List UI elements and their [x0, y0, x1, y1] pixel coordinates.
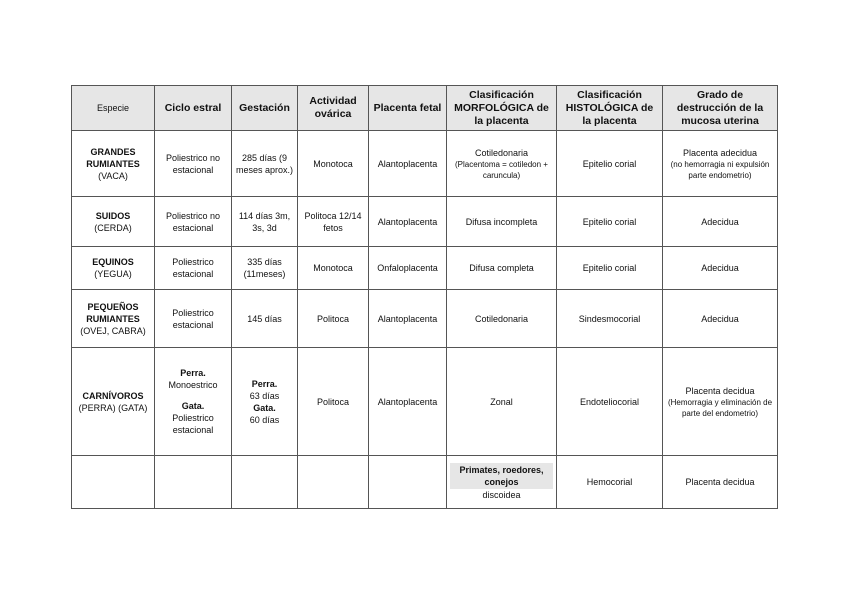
ovarian-cell: Politoca 12/14 fetos	[298, 197, 369, 247]
morph-cell: Cotiledonaria	[447, 290, 557, 348]
destruction-type: Placenta adecidua	[682, 147, 758, 158]
species-cell	[72, 456, 155, 509]
gestation-cell: 335 días (11meses)	[232, 247, 298, 290]
histo-cell: Endoteliocorial	[557, 348, 663, 456]
cycle-dog-value: Monoestrico	[168, 380, 218, 390]
morph-cell: Difusa completa	[447, 247, 557, 290]
fetal-cell: Onfaloplacenta	[369, 247, 447, 290]
species-example: (OVEJ, CABRA)	[80, 325, 146, 336]
species-cell	[72, 197, 155, 247]
gestation-cell: 114 días 3m, 3s, 3d	[232, 197, 298, 247]
table-row	[72, 290, 778, 348]
fetal-cell: Alantoplacenta	[369, 131, 447, 197]
header-placenta-fetal: Placenta fetal	[369, 86, 447, 131]
destruction-note: (Hemorragia y eliminación de parte del endometrio)	[667, 397, 773, 418]
header-gestacion: Gestación	[232, 86, 298, 131]
morph-cell	[447, 131, 557, 197]
header-actividad-ovarica: Actividad ovárica	[298, 86, 369, 131]
histo-cell: Epitelio corial	[557, 131, 663, 197]
histo-cell: Hemocorial	[557, 456, 663, 509]
morph-cell	[447, 456, 557, 509]
table-row	[72, 131, 778, 197]
histo-cell: Epitelio corial	[557, 197, 663, 247]
morph-cell: Difusa incompleta	[447, 197, 557, 247]
morph-note: (Placentoma = cotiledon + caruncula)	[455, 159, 548, 180]
cycle-cell	[155, 456, 232, 509]
morph-species-label: Primates, roedores, conejos	[450, 463, 553, 489]
gestation-cat-label: Gata.	[253, 402, 276, 413]
destruction-cell: Adecidua	[663, 247, 778, 290]
fetal-cell: Alantoplacenta	[369, 290, 447, 348]
destruction-note: (no hemorragia ni expulsión parte endometrio)	[670, 159, 770, 180]
species-name: CARNÍVOROS	[82, 390, 144, 401]
gestation-cell	[232, 348, 298, 456]
species-example: (CERDA)	[94, 222, 132, 233]
destruction-cell: Adecidua	[663, 290, 778, 348]
table-row	[72, 348, 778, 456]
destruction-cell: Adecidua	[663, 197, 778, 247]
ovarian-cell: Politoca	[298, 348, 369, 456]
morph-type: discoidea	[482, 490, 521, 500]
species-name: EQUINOS	[92, 257, 134, 267]
cycle-cell: Poliestrico no estacional	[155, 197, 232, 247]
morph-cell: Zonal	[447, 348, 557, 456]
table-row	[72, 456, 778, 509]
ovarian-cell: Monotoca	[298, 131, 369, 197]
header-ciclo-estral: Ciclo estral	[155, 86, 232, 131]
species-example: (YEGUA)	[94, 269, 132, 279]
gestation-cat-value: 60 días	[249, 414, 280, 425]
species-example: (PERRA) (GATA)	[78, 402, 148, 413]
gestation-cell: 145 días	[232, 290, 298, 348]
header-grado-destruccion: Grado de destrucción de la mucosa uterina	[663, 86, 778, 131]
ovarian-cell: Politoca	[298, 290, 369, 348]
cycle-dog-label: Perra.	[180, 368, 206, 378]
header-especie: Especie	[72, 86, 155, 131]
cycle-cell: Poliestrico estacional	[155, 290, 232, 348]
placenta-classification-table	[71, 85, 778, 509]
morph-type: Cotiledonaria	[474, 147, 529, 158]
species-cell	[72, 290, 155, 348]
fetal-cell	[369, 456, 447, 509]
table-row	[72, 197, 778, 247]
species-name: GRANDES RUMIANTES	[86, 146, 140, 169]
species-name: PEQUEÑOS RUMIANTES	[86, 301, 140, 324]
ovarian-cell	[298, 456, 369, 509]
species-cell	[72, 247, 155, 290]
histo-cell: Epitelio corial	[557, 247, 663, 290]
cycle-cell: Poliestrico no estacional	[155, 131, 232, 197]
histo-cell: Sindesmocorial	[557, 290, 663, 348]
fetal-cell: Alantoplacenta	[369, 197, 447, 247]
cycle-cell	[155, 348, 232, 456]
gestation-cell	[232, 456, 298, 509]
destruction-cell	[663, 131, 778, 197]
destruction-cell	[663, 348, 778, 456]
destruction-cell: Placenta decidua	[663, 456, 778, 509]
species-cell	[72, 131, 155, 197]
cycle-cell: Poliestrico estacional	[155, 247, 232, 290]
species-example: (VACA)	[98, 170, 128, 181]
cycle-cat-label: Gata.	[181, 401, 205, 411]
species-cell	[72, 348, 155, 456]
ovarian-cell: Monotoca	[298, 247, 369, 290]
cycle-cat-value: Poliestrico estacional	[172, 413, 214, 435]
table-header-row	[72, 86, 778, 131]
table-row	[72, 247, 778, 290]
header-clasificacion-histologica: Clasificación HISTOLÓGICA de la placenta	[557, 86, 663, 131]
header-clasificacion-morfologica: Clasificación MORFOLÓGICA de la placenta	[447, 86, 557, 131]
species-name: SUIDOS	[95, 210, 131, 221]
fetal-cell: Alantoplacenta	[369, 348, 447, 456]
destruction-type: Placenta decidua	[685, 385, 755, 396]
gestation-dog-value: 63 días	[249, 390, 280, 401]
gestation-cell: 285 días (9 meses aprox.)	[232, 131, 298, 197]
gestation-dog-label: Perra.	[251, 378, 278, 389]
